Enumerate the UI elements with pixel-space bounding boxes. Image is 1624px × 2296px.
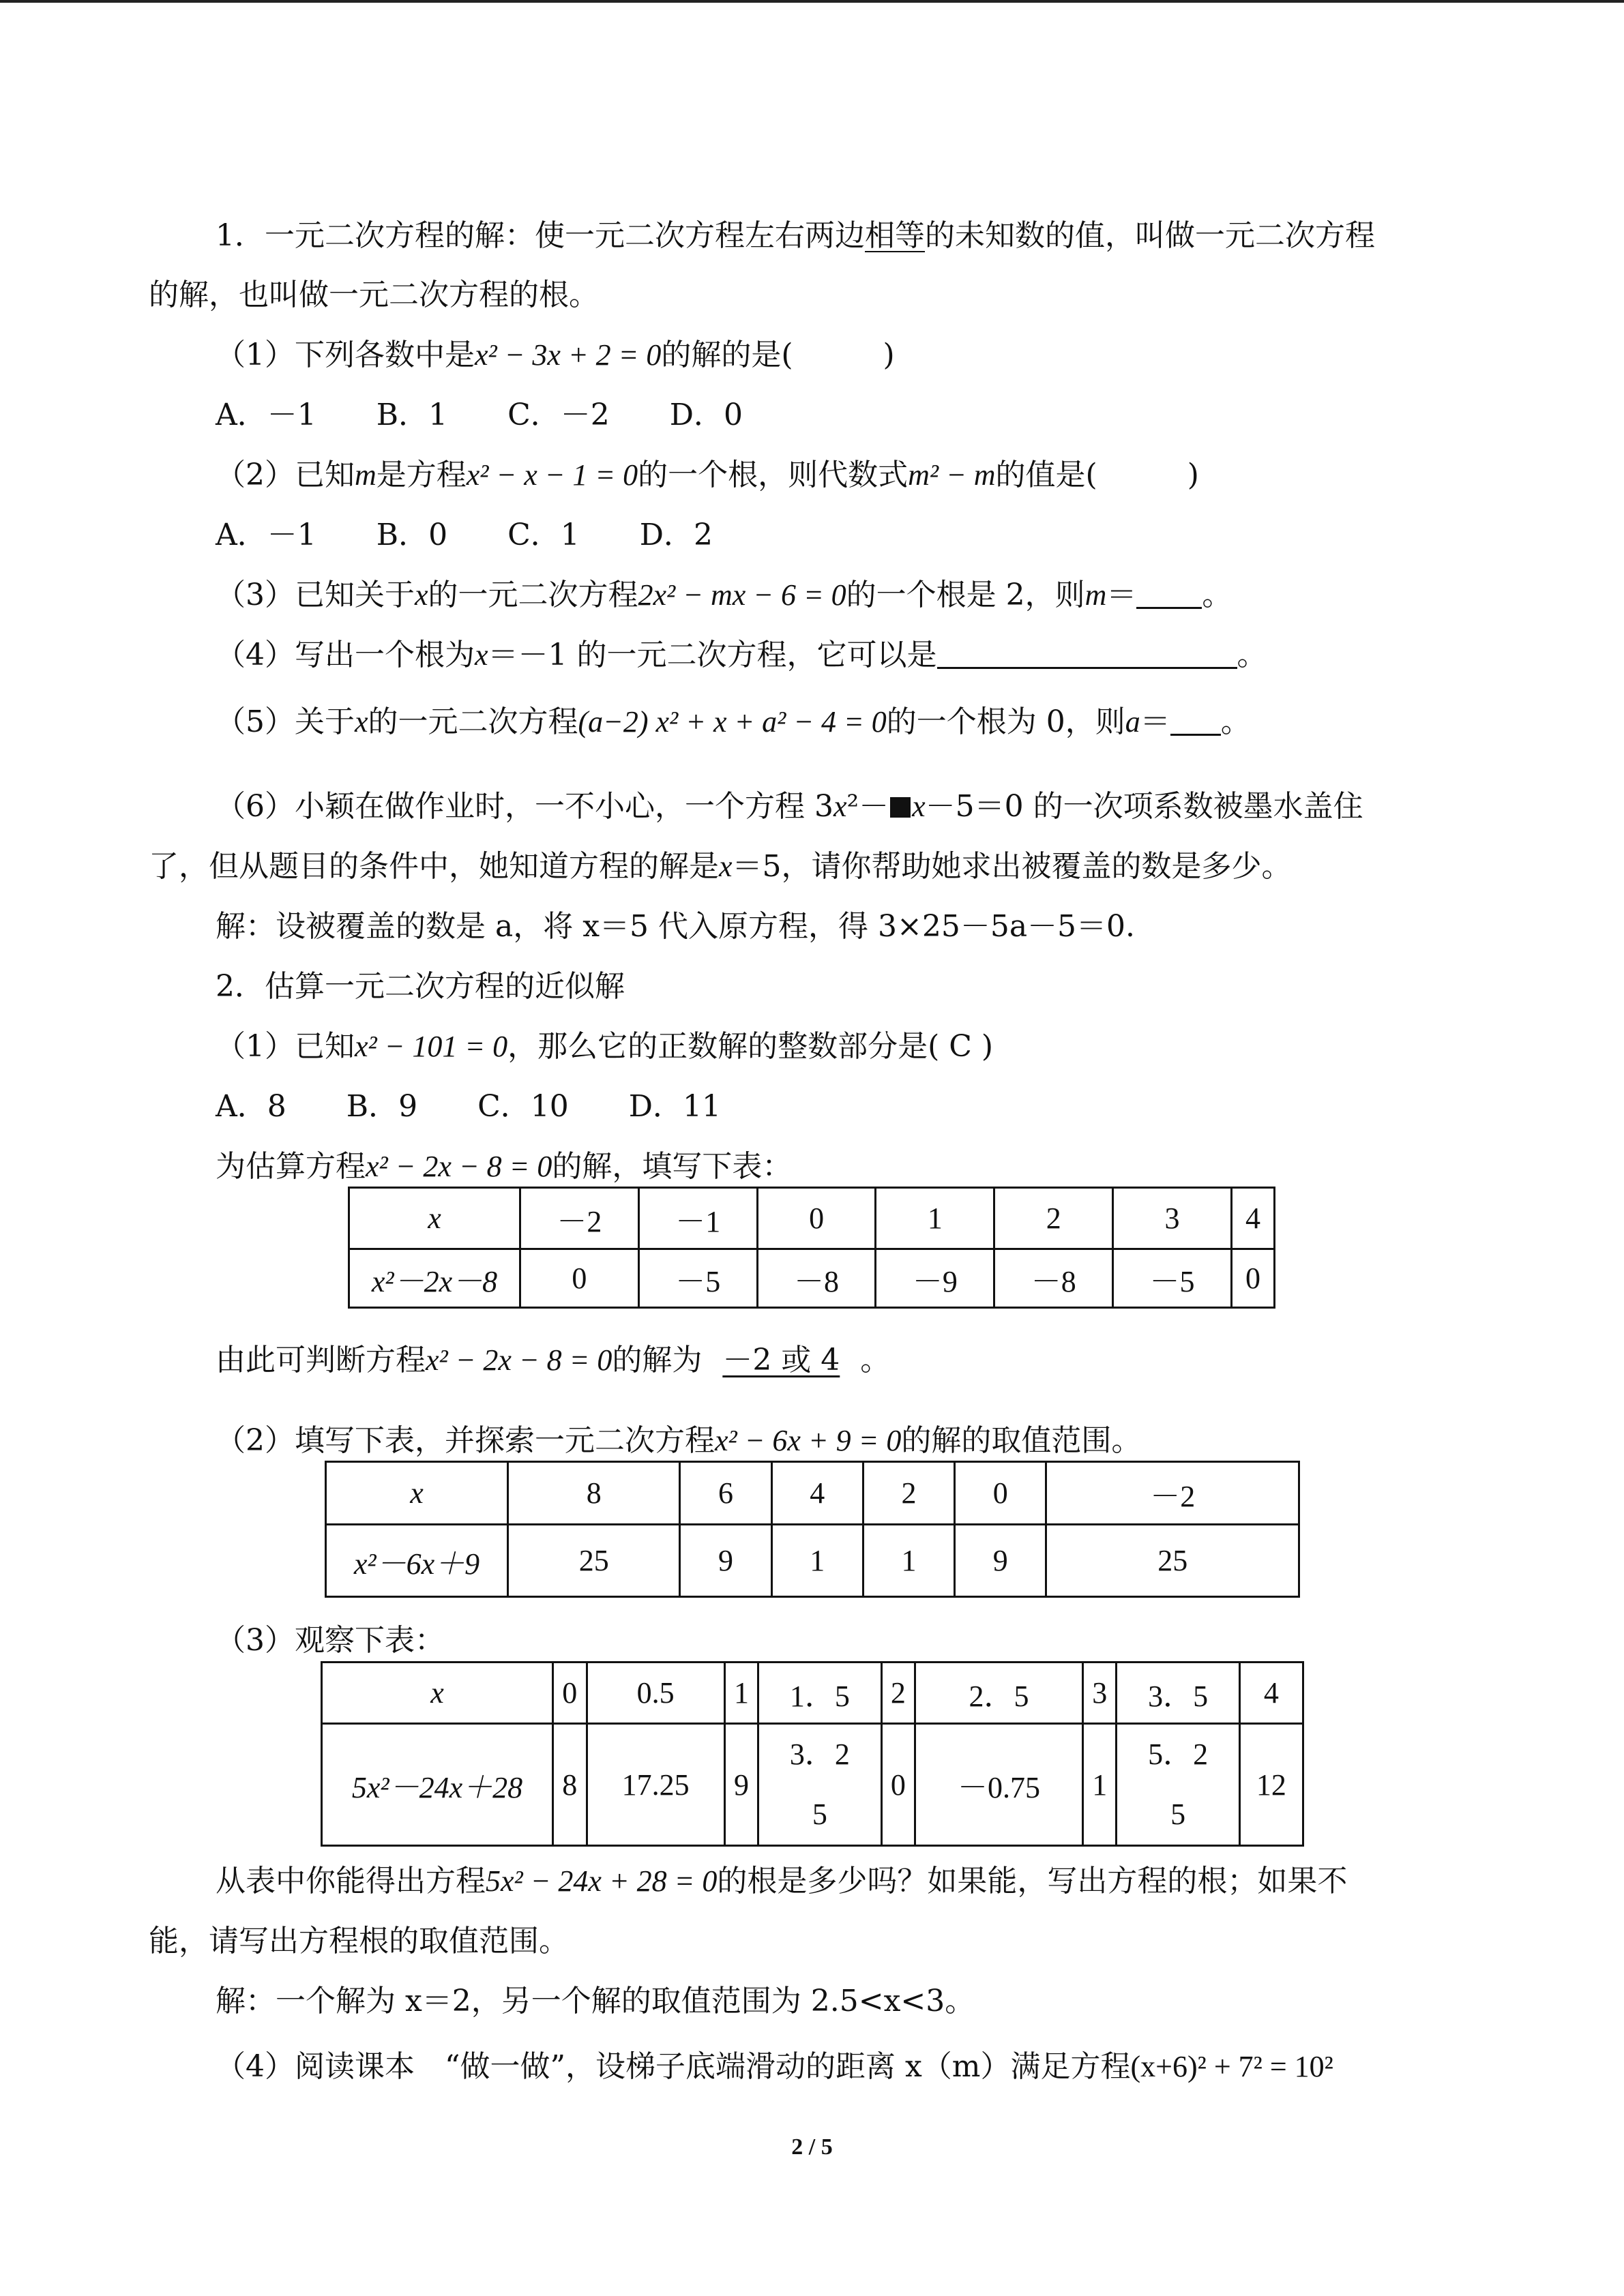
ink-blot-icon [890,797,911,818]
answer-blank[interactable] [1136,577,1202,609]
variable: x [833,790,847,823]
q-text-2: 的解的是( ) [661,338,895,372]
table-cell: 0 [520,1249,639,1308]
table-cell: －5 [638,1249,757,1308]
question-2-1-options: A．8 B．9 C．10 D．11 [216,1089,722,1124]
q-text-4: 的值是( ) [995,458,1199,492]
table-cell: 4 [1239,1663,1303,1724]
question-1-6 [216,788,1363,826]
equation: (a−2) x² + x + a² − 4 = 0 [578,705,887,739]
table-cell: 25 [1046,1525,1299,1597]
q-text-3: 的一个根是 2，则 [846,578,1085,612]
variable: a [1125,705,1140,739]
question-1-6-cont [149,848,1292,886]
table-header-cell: x²－6x＋9 [326,1525,508,1597]
table-cell: 1 [771,1525,863,1597]
equation: x² − x − 1 = 0 [466,458,638,492]
question-1-6-solution: 解：设被覆盖的数是 a，将 x＝5 代入原方程，得 3×25－5a－5＝0. [216,909,1136,944]
table-cell: 3 [1113,1188,1232,1249]
variable: x [912,790,926,823]
table-cell: 3．5 [1117,1663,1239,1724]
table-header-cell: 5x²－24x＋28 [322,1724,553,1846]
q-text-2: ＝5，请你帮助她求出被覆盖的数是多少。 [732,849,1292,884]
table-header-cell: x [349,1188,520,1249]
fill-table-instruction [216,1148,792,1186]
table-row [326,1462,1299,1525]
table-cell: 9 [955,1525,1046,1597]
q-text: （6）小颖在做作业时，一不小心，一个方程 3 [216,789,833,824]
table-cell: 2．5 [915,1663,1083,1724]
observation-question-cont: 能，请写出方程根的取值范围。 [149,1924,569,1958]
observation-question [216,1862,1347,1900]
table-cell: 6 [680,1462,771,1525]
table-cell: 9 [680,1525,771,1597]
q-text-2: ²－ [846,789,889,824]
equation: 5x² − 24x + 28 = 0 [486,1864,718,1898]
q-text-3: 的一个根为 0，则 [886,704,1125,739]
q-text-5: 。 [1220,704,1251,739]
variable: x [415,578,428,612]
table-cell: －9 [876,1249,994,1308]
table-cell: －1 [638,1188,757,1249]
table-row [349,1188,1275,1249]
q-text-2: 的一元二次方程 [368,704,578,739]
q-text: （1）已知 [216,1029,355,1064]
table-cell: 5．2 5 [1117,1724,1239,1846]
answer-blank[interactable] [1170,704,1221,736]
question-1-3 [216,576,1232,614]
section-2-heading: 2．估算一元二次方程的近似解 [216,969,625,1004]
question-2-3: （3）观察下表： [216,1623,445,1658]
q-text-2: 的解的取值范围。 [901,1423,1142,1458]
table-cell: 1 [863,1525,954,1597]
table-cell: －2 [1046,1462,1299,1525]
table-cell: 8 [553,1724,587,1846]
table-cell: 3．2 5 [758,1724,881,1846]
q-text: （5）关于 [216,704,355,739]
question-1-4 [216,636,1267,674]
table-cell: 3 [1082,1663,1117,1724]
table-cell: 4 [771,1462,863,1525]
q-text-2: ，那么它的正数解的整数部分是( C ) [507,1029,994,1064]
table-cell: 1 [1082,1724,1117,1846]
equation: x² − 2x − 8 = 0 [366,1150,552,1183]
table-cell: 0 [955,1462,1046,1525]
q-text-4: ＝ [1140,704,1170,739]
equation: x² − 2x − 8 = 0 [426,1343,612,1377]
table-cell: 0 [553,1663,587,1724]
question-2-1 [216,1028,993,1066]
q-text-3: 。 [860,1343,891,1377]
expression: m² − m [908,458,996,492]
table-row [322,1663,1303,1724]
q-text-2: 的一元二次方程 [428,578,638,612]
q-text: （4）阅读课本 “做一做”，设梯子底端滑动的距离 x（m）满足方程 [216,2049,1131,2084]
table-cell: －8 [757,1249,876,1308]
equation: x² − 101 = 0 [355,1030,508,1063]
table-cell: 25 [508,1525,680,1597]
variable: x [475,638,488,672]
q-text: 由此可判断方程 [216,1343,426,1377]
table-header-cell: x [322,1663,553,1724]
q-text: （2）填写下表，并探索一元二次方程 [216,1423,715,1458]
q-text-3: －5＝0 的一次项系数被墨水盖住 [925,789,1363,824]
section-1-heading [216,217,1375,255]
variable: x [355,705,368,739]
observation-solution: 解：一个解为 x＝2，另一个解的取值范围为 2.5<x<3。 [216,1984,975,2018]
q-text: （1）下列各数中是 [216,338,475,372]
q-text: 从表中你能得出方程 [216,1864,486,1898]
answer-blank[interactable] [937,637,1237,669]
q-text-2: 的解为 [612,1343,703,1377]
table-row [349,1249,1275,1308]
table-2 [325,1461,1300,1598]
table-cell: －5 [1113,1249,1232,1308]
q-text-2: 的解，填写下表： [552,1149,793,1184]
table-cell: 0 [881,1724,915,1846]
equation: x² − 6x + 9 = 0 [715,1424,902,1457]
table-cell: 8 [508,1462,680,1525]
question-1-1-options: A．－1 B．1 C．－2 D．0 [216,398,743,432]
equation: x² − 3x + 2 = 0 [475,338,662,372]
table-cell: 2 [881,1663,915,1724]
table-cell: 12 [1239,1724,1303,1846]
table-1 [348,1187,1275,1309]
q-text: （2）已知 [216,458,355,492]
variable: m [1084,578,1107,612]
table-cell: －2 [520,1188,639,1249]
table-cell: 17.25 [587,1724,724,1846]
q-text-2: 的根是多少吗？如果能，写出方程的根；如果不 [717,1864,1348,1898]
q-text: 为估算方程 [216,1149,366,1184]
q-text: 了，但从题目的条件中，她知道方程的解是 [149,849,719,884]
table-cell: 9 [724,1724,758,1846]
q-text-2: 是方程 [376,458,467,492]
table-cell: 2 [994,1188,1113,1249]
underlined-term: 相等 [865,218,925,253]
table-cell: 2 [863,1462,954,1525]
table-header-cell: x²－2x－8 [349,1249,520,1308]
question-1-1 [216,336,895,374]
table-header-cell: x [326,1462,508,1525]
judgement-line [216,1341,890,1380]
answer-filled: －2 或 4 [722,1343,840,1377]
section-1-heading-text-2: 的未知数的值，叫做一元二次方程 [925,218,1375,253]
section-1-heading-text: 1．一元二次方程的解：使一元二次方程左右两边 [216,218,865,253]
equation: (x+6)² + 7² = 10² [1130,2050,1333,2083]
q-text-3: 的一个根，则代数式 [638,458,909,492]
question-1-2-options: A．－1 B．0 C．1 D．2 [216,518,713,552]
table-cell: 0 [1231,1249,1274,1308]
q-text-5: 。 [1202,578,1232,612]
table-cell: 1 [724,1663,758,1724]
question-1-2 [216,456,1199,494]
q-text: （4）写出一个根为 [216,638,475,672]
table-cell: －0.75 [915,1724,1083,1846]
variable: m [355,458,377,492]
question-2-2 [216,1422,1141,1460]
table-cell: 0.5 [587,1663,724,1724]
table-cell: 1 [876,1188,994,1249]
page-number: 2 / 5 [791,2134,833,2160]
variable: x [719,850,733,883]
table-3 [321,1661,1304,1847]
q-text: （3）已知关于 [216,578,415,612]
q-text-3: 。 [1237,638,1267,672]
equation: 2x² − mx − 6 = 0 [638,578,846,612]
table-cell: 4 [1231,1188,1274,1249]
q-text-2: ＝－1 的一元二次方程，它可以是 [488,638,937,672]
section-1-heading-cont: 的解，也叫做一元二次方程的根。 [149,278,599,312]
question-1-5 [216,703,1251,741]
table-row [326,1525,1299,1597]
table-row [322,1724,1303,1846]
table-cell: 1．5 [758,1663,881,1724]
question-2-4 [216,2048,1333,2086]
q-text-4: ＝ [1106,578,1137,612]
table-cell: 0 [757,1188,876,1249]
table-cell: －8 [994,1249,1113,1308]
